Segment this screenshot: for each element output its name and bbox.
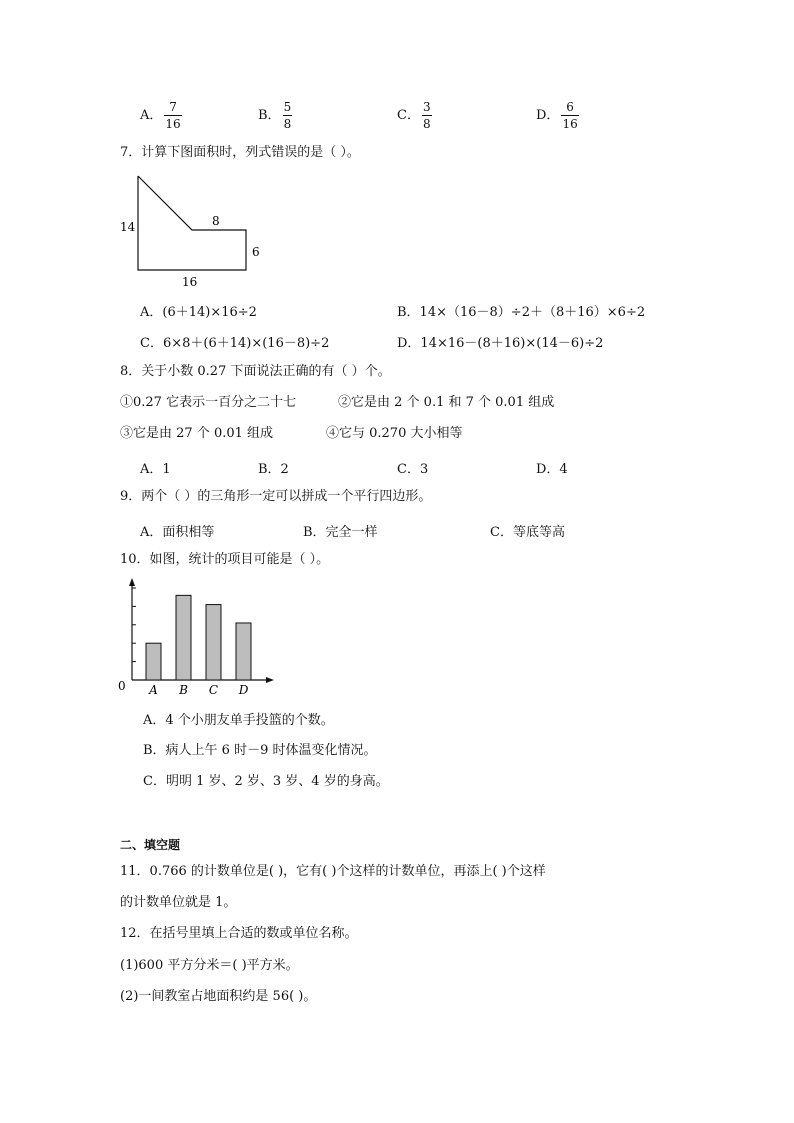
q7-option-a: A．(6＋14)×16÷2 [140, 305, 257, 320]
fraction: $\frac{3}{8}$ [422, 100, 431, 131]
q8-option-c: C．3 [397, 462, 429, 477]
q6-option-d: D． $\frac{6}{16}$ [536, 100, 578, 131]
label-14: 14 [120, 220, 136, 234]
bars [146, 595, 251, 680]
q7-option-d: D．14×16－(8＋16)×(14－6)÷2 [397, 336, 604, 351]
x-tick-label: B [179, 683, 188, 697]
bar-A [146, 643, 161, 680]
fraction: $\frac{5}{8}$ [283, 100, 292, 131]
origin-label: 0 [118, 679, 126, 693]
label-16: 16 [182, 275, 198, 288]
bar-C [206, 605, 221, 680]
fraction: $\frac{7}{16}$ [165, 100, 181, 131]
q8-option-d: D．4 [536, 462, 568, 477]
q9-stem: 9．两个（ ）的三角形一定可以拼成一个平行四边形。 [120, 489, 432, 504]
q12-item-2: (2)一间教室占地面积约是 56( )。 [120, 989, 317, 1004]
bar-chart [112, 576, 282, 698]
q8-statement-3: ③它是由 27 个 0.01 组成 [120, 426, 274, 441]
q7-stem: 7．计算下图面积时，列式错误的是（ ）。 [120, 145, 360, 160]
q8-option-a: A．1 [140, 462, 171, 477]
q9-option-a: A．面积相等 [140, 525, 215, 540]
trapezoid-figure [112, 168, 272, 288]
q8-stem: 8．关于小数 0.27 下面说法正确的有（ ）个。 [120, 364, 391, 379]
q12-item-1: (1)600 平方分米＝( )平方米。 [120, 958, 299, 973]
q8-option-b: B．2 [258, 462, 289, 477]
x-tick-labels [148, 683, 249, 697]
bar-D [236, 623, 251, 680]
trapezoid-outline [138, 176, 246, 270]
q8-statement-1: ①0.27 它表示一百分之二十七 [120, 395, 297, 410]
q6-option-c: C． $\frac{3}{8}$ [397, 100, 431, 131]
q12-stem: 12．在括号里填上合适的数或单位名称。 [120, 926, 358, 941]
q11-line-1: 11．0.766 的计数单位是( )，它有( )个这样的计数单位，再添上( )个这样 [120, 864, 546, 879]
label-6: 6 [252, 245, 260, 259]
fraction: $\frac{6}{16}$ [562, 100, 578, 131]
x-tick-label: D [238, 683, 249, 697]
y-ticks [132, 588, 136, 662]
section-title: 二、填空题 [120, 838, 181, 852]
q8-statement-2: ②它是由 2 个 0.1 和 7 个 0.01 组成 [338, 395, 555, 410]
q7-option-b: B．14×（16－8）÷2＋（8＋16）×6÷2 [397, 305, 646, 320]
q10-option-c: C．明明 1 岁、2 岁、3 岁、4 岁的身高。 [143, 774, 389, 789]
q11-line-2: 的计数单位就是 1。 [120, 895, 237, 910]
q10-stem: 10．如图，统计的项目可能是（ ）。 [120, 552, 330, 567]
q10-option-a: A．4 个小朋友单手投篮的个数。 [143, 713, 334, 728]
q7-option-c: C．6×8＋(6＋14)×(16－8)÷2 [140, 336, 330, 351]
y-axis-arrow [129, 578, 135, 586]
x-axis-arrow [266, 677, 274, 683]
q6-option-a: A． $\frac{7}{16}$ [140, 100, 181, 131]
x-tick-label: C [208, 683, 219, 697]
x-tick-label: A [149, 683, 158, 697]
q8-statement-4: ④它与 0.270 大小相等 [326, 426, 463, 441]
q9-option-b: B．完全一样 [303, 525, 378, 540]
bar-B [176, 595, 191, 680]
q9-option-c: C．等底等高 [490, 525, 565, 540]
q10-option-b: B．病人上午 6 时－9 时体温变化情况。 [143, 743, 377, 758]
label-8: 8 [212, 214, 220, 228]
q6-option-b: B． $\frac{5}{8}$ [258, 100, 292, 131]
